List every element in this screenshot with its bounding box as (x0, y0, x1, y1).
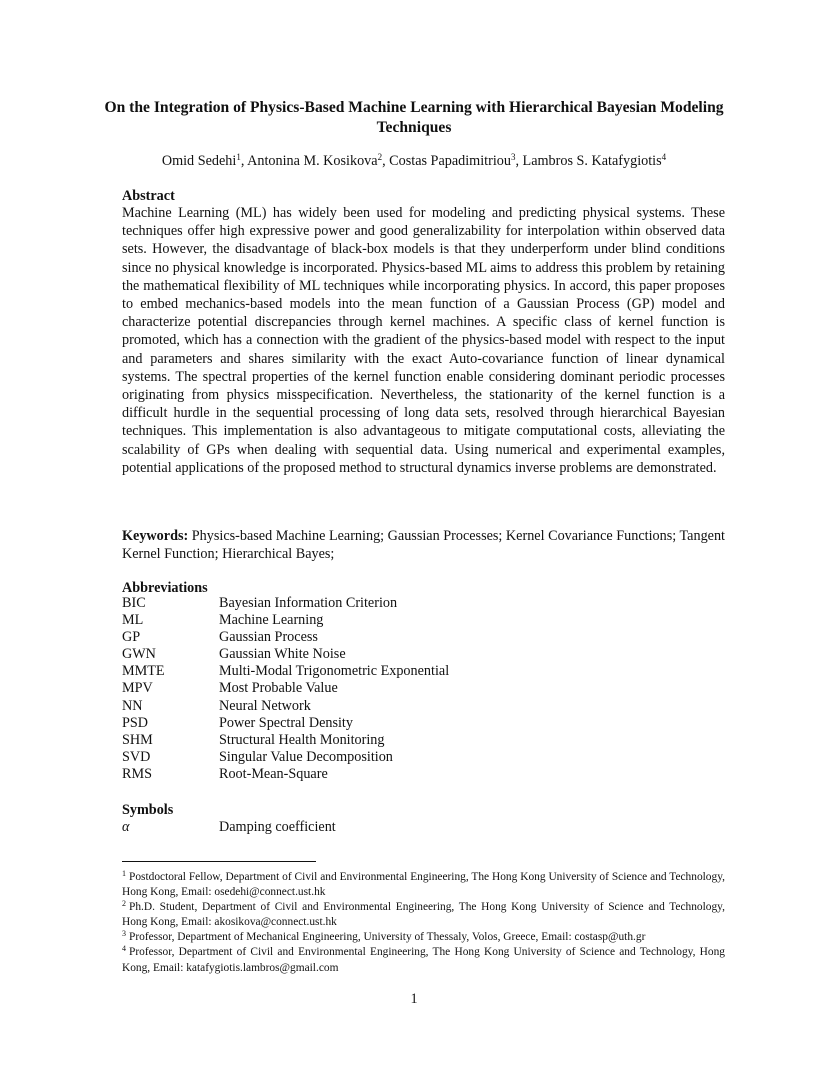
footnotes (122, 870, 725, 976)
abbreviation-row (122, 698, 725, 715)
abbreviation-meaning: Most Probable Value (219, 680, 338, 697)
symbol-row (122, 818, 336, 836)
abbreviation-row (122, 646, 725, 663)
abbreviation-meaning: Root-Mean-Square (219, 765, 328, 782)
abbreviation-code: NN (122, 697, 143, 714)
abbreviation-code: BIC (122, 595, 146, 611)
footnote-divider (122, 861, 316, 862)
keywords-paragraph (122, 527, 725, 563)
abbreviation-row (122, 715, 725, 732)
abbreviation-row (122, 595, 725, 612)
abstract-body: Machine Learning (ML) has widely been used for modeling and predicting physical systems. These techniques offer high expressive power and good generalizability for interpolation within observed data sets. However, the disadvantage of black-box models is that they underperform under blind conditions since no physical knowledge is incorporated. Physics-based ML aims to address this problem by retaining the mathematical flexibility of ML techniques while incorporating physics. In accord, this paper proposes to embed mechanics-based models into the mean function of a Gaussian Process (GP) model and characterize potential discrepancies through kernel machines. A specific class of kernel function is promoted, which has a connection with the gradient of the physics-based model with respect to the input and parameters and shares similarity with the exact Auto-covariance function of linear dynamical systems. The spectral properties of the kernel function enable considering dominant periodic processes originating from physics misspecification. Nevertheless, the stationarity of the kernel function is a difficult hurdle in the sequential processing of long data sets, resolved through hierarchical Bayesian techniques. This implementation is also advantageous to mitigate computational costs, alleviating the scalability of GPs when dealing with sequential data. Using numerical and experimental examples, potential applications of the proposed method to structural dynamics inverse problems are demonstrated. (122, 205, 725, 476)
abbreviation-meaning: Neural Network (219, 697, 311, 714)
author-affiliation-mark: 3 (510, 152, 516, 162)
abbreviations-heading: Abbreviations (122, 580, 208, 596)
abbreviation-code: SHM (122, 731, 153, 748)
author-affiliation-mark: 4 (661, 152, 667, 162)
footnote (122, 900, 725, 930)
abbreviation-code: GWN (122, 646, 156, 663)
footnote-mark: 4 (122, 944, 126, 954)
abbreviation-row (122, 680, 725, 697)
footnote (122, 930, 725, 945)
abbreviation-row (122, 766, 725, 783)
abbreviation-code: MMTE (122, 663, 165, 680)
abbreviation-code: MPV (122, 680, 153, 697)
footnote (122, 870, 725, 900)
abbreviation-row (122, 663, 725, 680)
abbreviation-code: GP (122, 629, 141, 646)
footnote-text: Professor, Department of Mechanical Engineering, University of Thessaly, Volos, Greece, Email: costasp@uth.gr (129, 931, 646, 944)
keywords-text: Physics-based Machine Learning; Gaussian Processes; Kernel Covariance Functions; Tangent Kernel Function; Hierarchical Bayes; (122, 528, 725, 563)
footnote-text: Postdoctoral Fellow, Department of Civil and Environmental Engineering, The Hong Kong University of Science and Technology, Hong Kong, Email: osedehi@connect.ust.hk (122, 871, 725, 899)
author-name: Lambros S. Katafygiotis (522, 153, 662, 169)
footnote-text: Professor, Department of Civil and Environmental Engineering, The Hong Kong University of Science and Technology, Hong Kong, Email: katafygiotis.lambros@gmail.com (122, 946, 725, 974)
abbreviation-meaning: Bayesian Information Criterion (219, 595, 398, 611)
symbols-heading: Symbols (122, 802, 174, 818)
abbreviation-meaning: Machine Learning (219, 612, 324, 629)
abbreviation-code: ML (122, 612, 144, 629)
author-affiliation-mark: 2 (377, 152, 383, 162)
abbreviation-meaning: Singular Value Decomposition (219, 748, 393, 765)
author-name: Costas Papadimitriou (389, 153, 511, 169)
keywords-label: Keywords: (122, 528, 189, 544)
page-number: 1 (410, 991, 418, 1007)
footnote-mark: 3 (122, 929, 126, 939)
abbreviation-meaning: Gaussian Process (219, 629, 318, 646)
author-affiliation-mark: 1 (236, 152, 241, 162)
abstract-heading: Abstract (122, 188, 175, 204)
abbreviation-code: RMS (122, 765, 152, 782)
abbreviation-meaning: Power Spectral Density (219, 714, 353, 731)
abbreviations-list (122, 595, 725, 783)
footnote-text: Ph.D. Student, Department of Civil and Environmental Engineering, The Hong Kong University of Science and Technology, Hong Kong, Email: akosikova@connect.ust.hk (122, 901, 725, 929)
symbol-character: α (122, 819, 130, 835)
abbreviation-row (122, 612, 725, 629)
abbreviation-code: SVD (122, 748, 151, 765)
paper-title: On the Integration of Physics-Based Machine Learning with Hierarchical Bayesian Modeling Techniques (104, 99, 724, 136)
abbreviation-row (122, 749, 725, 766)
abbreviation-meaning: Multi-Modal Trigonometric Exponential (219, 663, 450, 680)
symbol-meaning: Damping coefficient (219, 819, 336, 835)
author-name: Antonina M. Kosikova (247, 153, 378, 169)
abbreviation-meaning: Gaussian White Noise (219, 646, 346, 663)
abbreviation-meaning: Structural Health Monitoring (219, 731, 385, 748)
abbreviation-row (122, 629, 725, 646)
footnote-mark: 1 (122, 869, 126, 878)
abbreviation-code: PSD (122, 714, 149, 731)
footnote (122, 945, 725, 975)
author-line: Omid Sedehi$^1$, Antonina M. Kosikova$^2$, Costas Papadimitriou$^3$, Lambros S. Katafygiotis$^4$ (161, 152, 667, 169)
footnote-mark: 2 (122, 899, 126, 909)
author-name: Omid Sedehi (161, 153, 237, 169)
abbreviation-row (122, 732, 725, 749)
